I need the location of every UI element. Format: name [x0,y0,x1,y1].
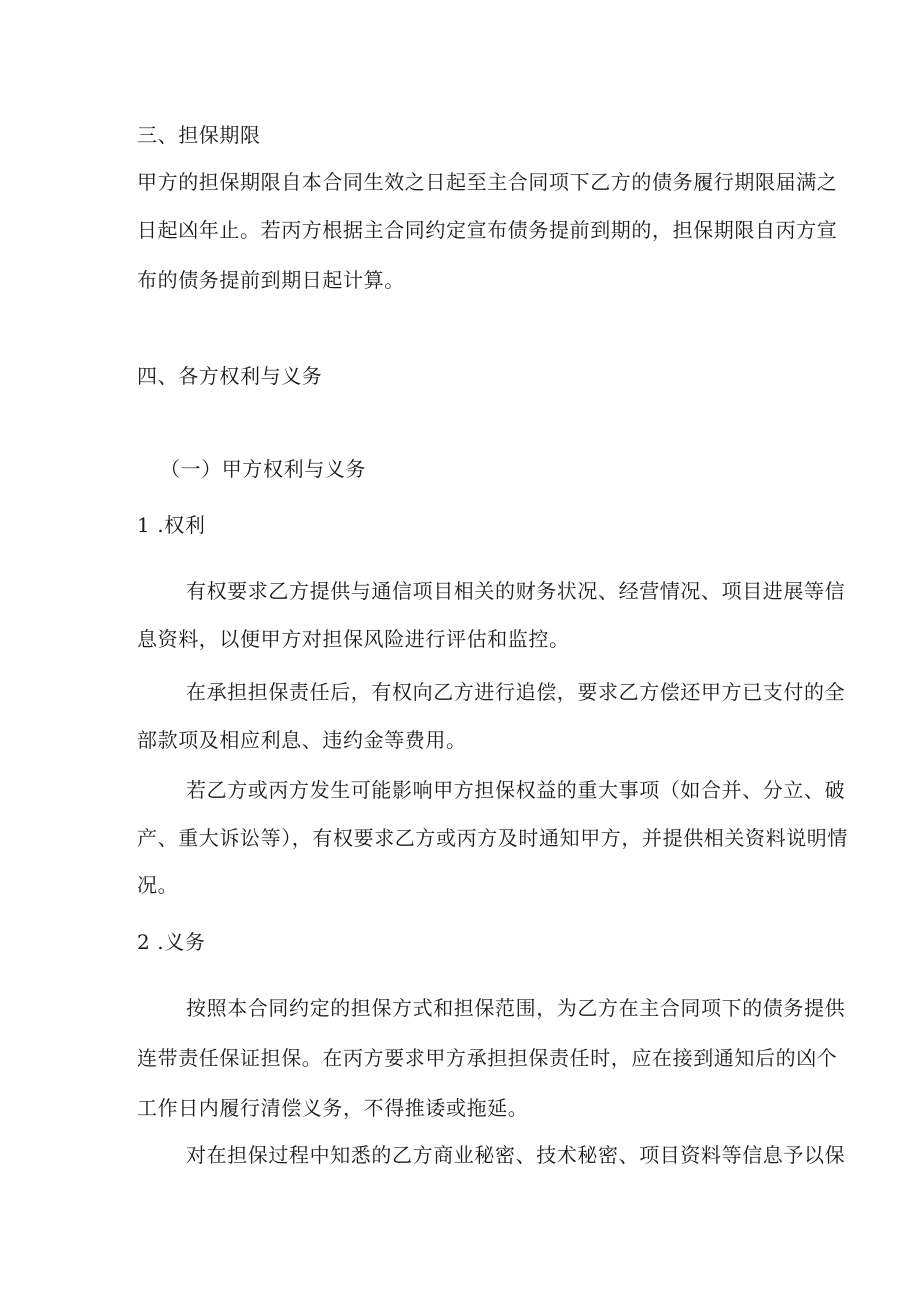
rights-item-1-line-2: 息资料，以便甲方对担保风险进行评估和监控。 [137,627,570,651]
rights-item-3-line-2: 产、重大诉讼等），有权要求乙方或丙方及时通知甲方，并提供相关资料说明情 [137,826,848,850]
subsection-1-heading: （一）甲方权利与义务 [160,457,366,481]
rights-item-1-line-1: 有权要求乙方提供与通信项目相关的财务状况、经营情况、项目进展等信 [186,579,846,603]
duties-item-1-line-3: 工作日内履行清偿义务，不得推诿或拖延。 [137,1096,529,1120]
rights-item-2-line-1: 在承担担保责任后，有权向乙方进行追偿，要求乙方偿还甲方已支付的全 [186,680,846,704]
rights-heading: 1 .权利 [137,513,206,537]
section-3-heading: 三、担保期限 [137,123,261,147]
duties-item-2-line-1: 对在担保过程中知悉的乙方商业秘密、技术秘密、项目资料等信息予以保 [186,1143,846,1167]
duties-heading: 2 .义务 [137,930,206,954]
rights-item-3-line-1: 若乙方或丙方发生可能影响甲方担保权益的重大事项（如合并、分立、破 [186,778,846,802]
section-3-paragraph-line-1: 甲方的担保期限自本合同生效之日起至主合同项下乙方的债务履行期限届满之 [137,170,838,194]
duties-item-1-line-2: 连带责任保证担保。在丙方要求甲方承担担保责任时，应在接到通知后的凶个 [137,1046,838,1070]
section-3-paragraph-line-3: 布的债务提前到期日起计算。 [137,268,405,292]
rights-item-3-line-3: 况。 [137,873,179,897]
section-4-heading: 四、各方权利与义务 [137,364,323,388]
rights-item-2-line-2: 部款项及相应利息、违约金等费用。 [137,728,467,752]
section-3-paragraph-line-2: 日起凶年止。若丙方根据主合同约定宣布债务提前到期的，担保期限自丙方宣 [137,218,838,242]
duties-item-1-line-1: 按照本合同约定的担保方式和担保范围，为乙方在主合同项下的债务提供 [186,996,846,1020]
